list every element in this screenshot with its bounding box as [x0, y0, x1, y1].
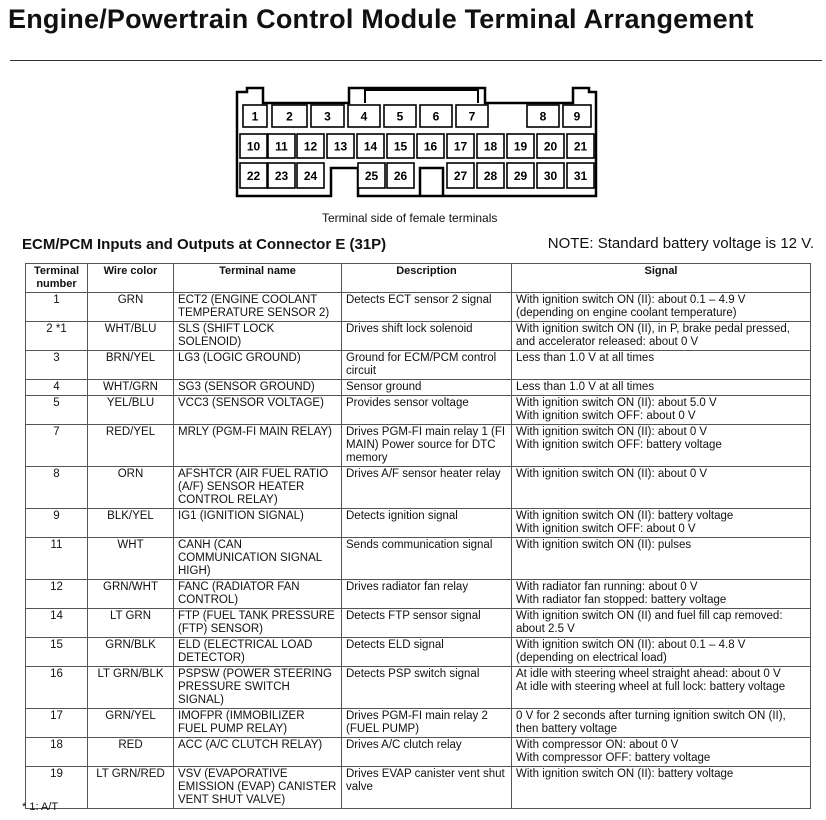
signal-cell: With ignition switch ON (II): about 0.1 – 4.9 V (depending on engine coolant temperature)	[512, 293, 811, 322]
signal-cell: 0 V for 2 seconds after turning ignition switch ON (II), then battery voltage	[512, 709, 811, 738]
terminal-name-cell: SG3 (SENSOR GROUND)	[174, 380, 342, 396]
terminal-number-cell: 12	[26, 580, 88, 609]
signal-cell: With ignition switch ON (II): about 0.1 – 4.8 V (depending on electrical load)	[512, 638, 811, 667]
terminal-number-label: 11	[275, 139, 288, 154]
terminal-number-label: 16	[423, 139, 438, 154]
terminal-number-label: 24	[303, 169, 318, 183]
description-cell: Drives radiator fan relay	[342, 580, 512, 609]
terminal-name-cell: VCC3 (SENSOR VOLTAGE)	[174, 396, 342, 425]
table-row	[26, 738, 811, 767]
terminal-number-cell: 18	[26, 738, 88, 767]
wire-color-cell: WHT	[88, 538, 174, 580]
description-cell: Detects ECT sensor 2 signal	[342, 293, 512, 322]
description-cell: Detects ELD signal	[342, 638, 512, 667]
terminal-number-label: 9	[573, 109, 581, 124]
terminal-number-cell: 14	[26, 609, 88, 638]
terminal-number-cell: 16	[26, 667, 88, 709]
wire-color-cell: BRN/YEL	[88, 351, 174, 380]
voltage-note: NOTE: Standard battery voltage is 12 V.	[547, 235, 814, 252]
table-row	[26, 351, 811, 380]
table-row	[26, 467, 811, 509]
terminal-name-cell: ELD (ELECTRICAL LOAD DETECTOR)	[174, 638, 342, 667]
description-cell: Sensor ground	[342, 380, 512, 396]
terminal-name-cell: FANC (RADIATOR FAN CONTROL)	[174, 580, 342, 609]
page-title: Engine/Powertrain Control Module Terminal Arrangement	[8, 4, 754, 34]
wire-color-cell: GRN	[88, 293, 174, 322]
terminal-number-label: 26	[393, 169, 408, 183]
table-row	[26, 609, 811, 638]
table-row	[26, 380, 811, 396]
terminal-number-cell: 4	[26, 380, 88, 396]
description-cell: Drives PGM-FI main relay 2 (FUEL PUMP)	[342, 709, 512, 738]
description-cell: Drives EVAP canister vent shut valve	[342, 767, 512, 809]
wire-color-cell: GRN/WHT	[88, 580, 174, 609]
terminal-name-cell: VSV (EVAPORATIVE EMISSION (EVAP) CANISTER VENT SHUT VALVE)	[174, 767, 342, 809]
wire-color-cell: RED	[88, 738, 174, 767]
terminal-number-cell: 11	[26, 538, 88, 580]
terminal-number-label: 14	[363, 139, 378, 154]
terminal-name-cell: ECT2 (ENGINE COOLANT TEMPERATURE SENSOR 2)	[174, 293, 342, 322]
terminal-number-label: 7	[468, 109, 476, 124]
terminal-number-label: 21	[573, 139, 588, 154]
signal-cell: With ignition switch ON (II): pulses	[512, 538, 811, 580]
table-row	[26, 425, 811, 467]
terminal-name-cell: IMOFPR (IMMOBILIZER FUEL PUMP RELAY)	[174, 709, 342, 738]
connector-diagram	[0, 0, 826, 210]
wire-color-cell: WHT/GRN	[88, 380, 174, 396]
table-row	[26, 580, 811, 609]
terminal-number-label: 15	[393, 139, 408, 154]
terminal-name-cell: CANH (CAN COMMUNICATION SIGNAL HIGH)	[174, 538, 342, 580]
description-cell: Drives shift lock solenoid	[342, 322, 512, 351]
connector-caption: Terminal side of female terminals	[322, 211, 498, 225]
terminal-number-cell: 1	[26, 293, 88, 322]
wire-color-cell: ORN	[88, 467, 174, 509]
terminal-name-cell: PSPSW (POWER STEERING PRESSURE SWITCH SIGNAL)	[174, 667, 342, 709]
table-row	[26, 538, 811, 580]
wire-color-cell: WHT/BLU	[88, 322, 174, 351]
signal-cell: With ignition switch ON (II): about 0 V With ignition switch OFF: battery voltage	[512, 425, 811, 467]
terminal-number-label: 10	[246, 139, 261, 154]
terminal-number-cell: 19	[26, 767, 88, 809]
description-cell: Detects FTP sensor signal	[342, 609, 512, 638]
terminal-number-label: 8	[539, 109, 547, 124]
description-cell: Detects PSP switch signal	[342, 667, 512, 709]
signal-cell: With ignition switch ON (II): about 0 V	[512, 467, 811, 509]
description-cell: Detects ignition signal	[342, 509, 512, 538]
signal-cell: Less than 1.0 V at all times	[512, 351, 811, 380]
wire-color-cell: GRN/YEL	[88, 709, 174, 738]
description-cell: Ground for ECM/PCM control circuit	[342, 351, 512, 380]
terminal-name-cell: FTP (FUEL TANK PRESSURE (FTP) SENSOR)	[174, 609, 342, 638]
terminal-name-cell: IG1 (IGNITION SIGNAL)	[174, 509, 342, 538]
terminal-number-label: 4	[360, 109, 368, 124]
description-cell: Provides sensor voltage	[342, 396, 512, 425]
wire-color-cell: LT GRN/BLK	[88, 667, 174, 709]
terminal-table	[25, 263, 811, 809]
description-cell: Sends communication signal	[342, 538, 512, 580]
wire-color-cell: LT GRN/RED	[88, 767, 174, 809]
terminal-number-label: 25	[364, 169, 379, 183]
wire-color-cell: YEL/BLU	[88, 396, 174, 425]
terminal-name-cell: SLS (SHIFT LOCK SOLENOID)	[174, 322, 342, 351]
terminal-number-label: 18	[483, 139, 498, 154]
description-cell: Drives A/F sensor heater relay	[342, 467, 512, 509]
terminal-number-label: 2	[286, 109, 293, 124]
terminal-number-label: 31	[573, 169, 588, 183]
table-row	[26, 767, 811, 809]
wire-color-cell: GRN/BLK	[88, 638, 174, 667]
table-row	[26, 709, 811, 738]
terminal-name-cell: MRLY (PGM-FI MAIN RELAY)	[174, 425, 342, 467]
section-heading: ECM/PCM Inputs and Outputs at Connector E (31P)	[22, 236, 387, 253]
wire-color-cell: BLK/YEL	[88, 509, 174, 538]
table-row	[26, 322, 811, 351]
header-terminal-name: Terminal name	[174, 264, 342, 293]
terminal-number-cell: 2 *1	[26, 322, 88, 351]
signal-cell: At idle with steering wheel straight ahead: about 0 V At idle with steering wheel at full lock: battery voltage	[512, 667, 811, 709]
terminal-number-label: 5	[396, 109, 404, 124]
terminal-number-cell: 5	[26, 396, 88, 425]
terminal-number-label: 27	[453, 169, 468, 183]
signal-cell: With radiator fan running: about 0 V With radiator fan stopped: battery voltage	[512, 580, 811, 609]
terminal-name-cell: AFSHTCR (AIR FUEL RATIO (A/F) SENSOR HEATER CONTROL RELAY)	[174, 467, 342, 509]
terminal-number-label: 22	[246, 169, 261, 183]
terminal-number-label: 29	[513, 169, 528, 183]
terminal-number-label: 17	[453, 139, 468, 154]
wire-color-cell: RED/YEL	[88, 425, 174, 467]
terminal-number-label: 19	[513, 139, 528, 154]
table-row	[26, 509, 811, 538]
terminal-number-label: 6	[432, 109, 440, 124]
description-cell: Drives A/C clutch relay	[342, 738, 512, 767]
terminal-number-cell: 15	[26, 638, 88, 667]
terminal-number-label: 13	[333, 139, 348, 154]
signal-cell: With ignition switch ON (II) and fuel fill cap removed: about 2.5 V	[512, 609, 811, 638]
terminal-number-cell: 8	[26, 467, 88, 509]
header-terminal-number: Terminal number	[26, 264, 88, 293]
terminal-number-cell: 7	[26, 425, 88, 467]
terminal-number-cell: 3	[26, 351, 88, 380]
terminal-number-label: 23	[274, 169, 289, 183]
header-signal: Signal	[512, 264, 811, 293]
table-row	[26, 638, 811, 667]
table-row	[26, 667, 811, 709]
table-header-row	[26, 264, 811, 293]
terminal-name-cell: LG3 (LOGIC GROUND)	[174, 351, 342, 380]
signal-cell: Less than 1.0 V at all times	[512, 380, 811, 396]
wire-color-cell: LT GRN	[88, 609, 174, 638]
table-row	[26, 293, 811, 322]
footnote: * 1: A/T	[22, 801, 59, 813]
signal-cell: With ignition switch ON (II): battery voltage	[512, 767, 811, 809]
terminal-number-label: 30	[543, 169, 558, 183]
header-wire-color: Wire color	[88, 264, 174, 293]
table-row	[26, 396, 811, 425]
signal-cell: With ignition switch ON (II): about 5.0 V With ignition switch OFF: about 0 V	[512, 396, 811, 425]
terminal-number-label: 28	[483, 169, 498, 183]
signal-cell: With compressor ON: about 0 V With compressor OFF: battery voltage	[512, 738, 811, 767]
terminal-number-label: 1	[251, 109, 259, 124]
terminal-name-cell: ACC (A/C CLUTCH RELAY)	[174, 738, 342, 767]
signal-cell: With ignition switch ON (II), in P, brake pedal pressed, and accelerator released: about 0 V	[512, 322, 811, 351]
description-cell: Drives PGM-FI main relay 1 (FI MAIN) Power source for DTC memory	[342, 425, 512, 467]
terminal-number-label: 20	[543, 139, 558, 154]
terminal-number-label: 12	[303, 139, 318, 154]
terminal-number-cell: 9	[26, 509, 88, 538]
header-description: Description	[342, 264, 512, 293]
terminal-number-label: 3	[324, 109, 331, 124]
signal-cell: With ignition switch ON (II): battery voltage With ignition switch OFF: about 0 V	[512, 509, 811, 538]
terminal-number-cell: 17	[26, 709, 88, 738]
